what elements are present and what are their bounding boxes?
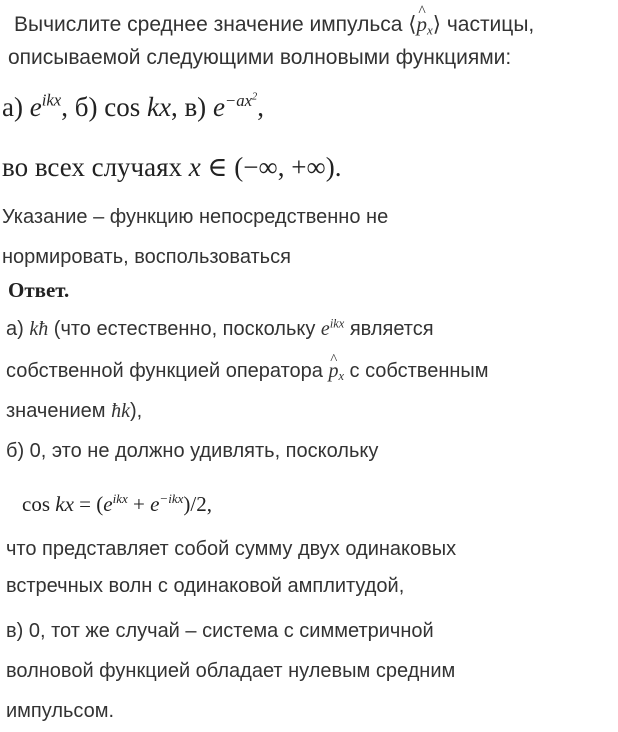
answer-a-line-2 [6,360,489,383]
answer-a-exp-base: e [320,318,330,340]
func-a-base: e [29,92,42,122]
label-a: а) [2,92,30,122]
problem-functions [2,92,264,123]
answer-a-line-3 [6,400,142,423]
formula-lhs: cos [22,492,56,516]
domain-interval: ∈ (−∞, +∞). [200,152,342,182]
func-c-exponent [225,91,257,110]
answer-a-label: а) [6,318,30,340]
answer-a-tail: является [344,318,434,340]
answer-a3-text: значением [6,400,112,422]
problem-text: Вычислите среднее значение импульса [14,13,409,36]
formula-eq: = ( [73,492,104,516]
label-c: , в) [170,92,213,122]
answer-a2-text: собственной функцией оператора [6,360,329,382]
hint-line-1: Указание – функцию непосредственно не [2,206,389,228]
answer-title: Ответ. [8,278,70,302]
answer-a3-tail: ), [129,400,143,422]
problem-text-tail: частицы, [440,13,535,36]
func-c-exp-main: −ax [224,90,253,110]
formula-e1: e [103,492,113,516]
hint-line-2: нормировать, воспользоваться [2,246,291,268]
answer-a2-operator: ^ p [328,360,338,383]
answer-c-line-3: импульсом. [6,700,115,722]
answer-c-line-1: в) 0, тот же случай – система с симметричной [6,620,434,642]
formula-kx: kx [55,492,74,516]
answer-a-exponent: ikx [329,316,345,331]
answer-b-line-1: б) 0, это не должно удивлять, поскольку [6,440,379,462]
formula-exp2: −ikx [159,490,184,506]
answer-b-line-4: встречных волн с одинаковой амплитудой, [6,575,405,597]
problem-line-1 [14,12,534,37]
answer-a2-subscript: x [338,369,344,384]
angle-open: ⟨ [408,12,417,36]
answer-a-text: (что естественно, поскольку [48,318,321,340]
answer-a2-tail: с собственным [343,360,489,382]
formula-e2: e [150,492,160,516]
func-b: , б) cos [61,92,147,122]
problem-domain [2,152,341,183]
func-b-arg: kx [146,92,171,122]
formula-tail: )/2, [183,492,212,516]
functions-end: , [257,92,264,122]
func-c-exp-square: 2 [252,91,258,103]
domain-text: во всех случаях [2,152,189,182]
formula-exp1: ikx [112,490,128,506]
answer-b-line-3: что представляет собой сумму двух одинаковых [6,538,457,560]
answer-b-formula [22,492,212,517]
answer-a-line-1 [6,318,434,341]
problem-line-2: описываемой следующими волновыми функциями: [8,46,512,69]
answer-a-value: kħ [29,318,49,340]
answer-a3-value: ħk [111,400,130,422]
momentum-operator: ^ p [417,12,428,37]
formula-plus: + [127,492,151,516]
domain-var: x [188,152,201,182]
momentum-subscript: x [427,22,433,38]
func-a-exponent: ikx [41,90,62,110]
angle-close: ⟩ [432,12,441,36]
func-c-base: e [212,92,225,122]
answer-c-line-2: волновой функцией обладает нулевым средним [6,660,456,682]
